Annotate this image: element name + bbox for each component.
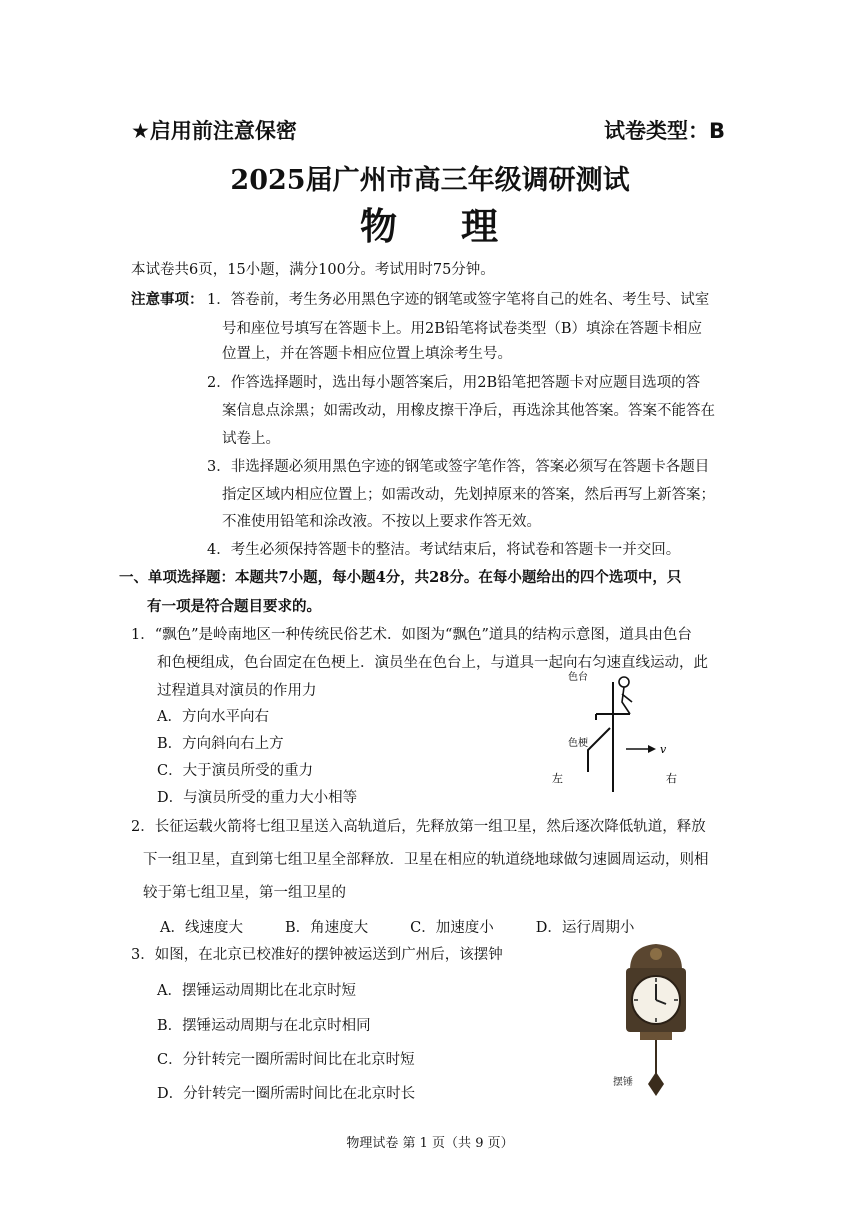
stem-label: 色梗 <box>568 738 588 749</box>
section-heading: 一、单项选择题：本题共7小题，每小题4分，共28分。在每小题给出的四个选项中，只 <box>119 569 682 586</box>
left-label: 左 <box>552 772 563 785</box>
subject-title <box>0 196 860 250</box>
note-line: 指定区域内相应位置上；如需改动，先划掉原来的答案，然后再写上新答案； <box>222 487 715 503</box>
section-heading-cont: 有一项是符合题目要求的。 <box>147 598 321 615</box>
stem-bend <box>588 728 610 772</box>
q1-stem-line: 1．“飘色”是岭南地区一种传统民俗艺术．如图为“飘色”道具的结构示意图，道具由色台 <box>131 627 692 643</box>
q2-option-a: A．线速度大 <box>160 920 243 936</box>
note-line: 3．非选择题必须用黑色字迹的钢笔或签字笔作答，答案必须写在答题卡各题目 <box>207 459 710 475</box>
right-label: 右 <box>666 772 677 785</box>
note-line: 位置上，并在答题卡相应位置上填涂考生号。 <box>222 346 512 362</box>
q2-option-d: D．运行周期小 <box>535 920 635 936</box>
q1-option-a: A．方向水平向右 <box>157 709 269 725</box>
note-line: 4．考生必须保持答题卡的整洁。考试结束后，将试卷和答题卡一并交回。 <box>207 542 681 558</box>
q3-stem: 3．如图，在北京已校准好的摆钟被运送到广州后，该摆钟 <box>131 947 503 963</box>
q1-option-d: D．与演员所受的重力大小相等 <box>157 790 358 806</box>
q1-stem-line: 和色梗组成，色台固定在色梗上．演员坐在色台上，与道具一起向右匀速直线运动，此 <box>157 655 708 671</box>
q2-option-b: B．角速度大 <box>284 920 369 936</box>
subject-char-2: 理 <box>461 205 500 248</box>
note-line: 号和座位号填写在答题卡上。用2B铅笔将试卷类型（B）填涂在答题卡相应 <box>222 321 703 337</box>
note-line: 案信息点涂黑；如需改动，用橡皮擦干净后，再选涂其他答案。答案不能答在 <box>222 403 715 419</box>
note-line: 试卷上。 <box>222 431 280 447</box>
q2-option-c: C．加速度小 <box>410 920 494 936</box>
q3-option-a: A．摆锤运动周期比在北京时短 <box>157 983 356 999</box>
performer-body <box>622 687 630 714</box>
q2-options <box>160 916 634 937</box>
q3-option-b: B．摆锤运动周期与在北京时相同 <box>157 1018 371 1034</box>
note-line: 2．作答选择题时，选出每小题答案后，用2B铅笔把答题卡对应题目选项的答 <box>207 375 701 391</box>
pendulum-label: 摆锤 <box>613 1077 633 1088</box>
exam-title: 2025届广州市高三年级调研测试 <box>230 165 630 196</box>
page-footer: 物理试卷 第 1 页（共 9 页） <box>346 1136 514 1151</box>
q2-stem-line: 2．长征运载火箭将七组卫星送入高轨道后，先释放第一组卫星，然后逐次降低轨道，释放 <box>131 819 706 835</box>
q2-stem-line: 较于第七组卫星，第一组卫星的 <box>143 885 346 901</box>
pendulum-bob <box>648 1072 664 1096</box>
note-line: 不准使用铅笔和涂改液。不按以上要求作答无效。 <box>222 514 541 530</box>
performer-head <box>619 677 629 687</box>
subject-char-1: 物 <box>360 205 399 248</box>
velocity-label: v <box>660 743 667 756</box>
q3-option-d: D．分针转完一圈所需时间比在北京时长 <box>157 1086 416 1102</box>
q1-option-b: B．方向斜向右上方 <box>157 736 284 752</box>
piaose-figure <box>548 668 738 800</box>
confidential-label: ★启用前注意保密 <box>131 119 297 143</box>
q2-stem-line: 下一组卫星，直到第七组卫星全部释放．卫星在相应的轨道绕地球做匀速圆周运动，则相 <box>143 852 709 868</box>
q1-stem-line: 过程道具对演员的作用力 <box>157 683 317 699</box>
velocity-arrowhead <box>648 745 656 753</box>
platform-label: 色台 <box>568 672 588 683</box>
q3-option-c: C．分针转完一圈所需时间比在北京时短 <box>157 1052 415 1068</box>
notes-label: 注意事项： <box>131 291 204 308</box>
paper-type-label: 试卷类型：B <box>604 119 726 143</box>
intro-text: 本试卷共6页，15小题，满分100分。考试用时75分钟。 <box>131 262 495 278</box>
note-line: 1．答卷前，考生务必用黑色字迹的钢笔或签字笔将自己的姓名、考生号、试室 <box>207 292 710 308</box>
q1-option-c: C．大于演员所受的重力 <box>157 763 314 779</box>
